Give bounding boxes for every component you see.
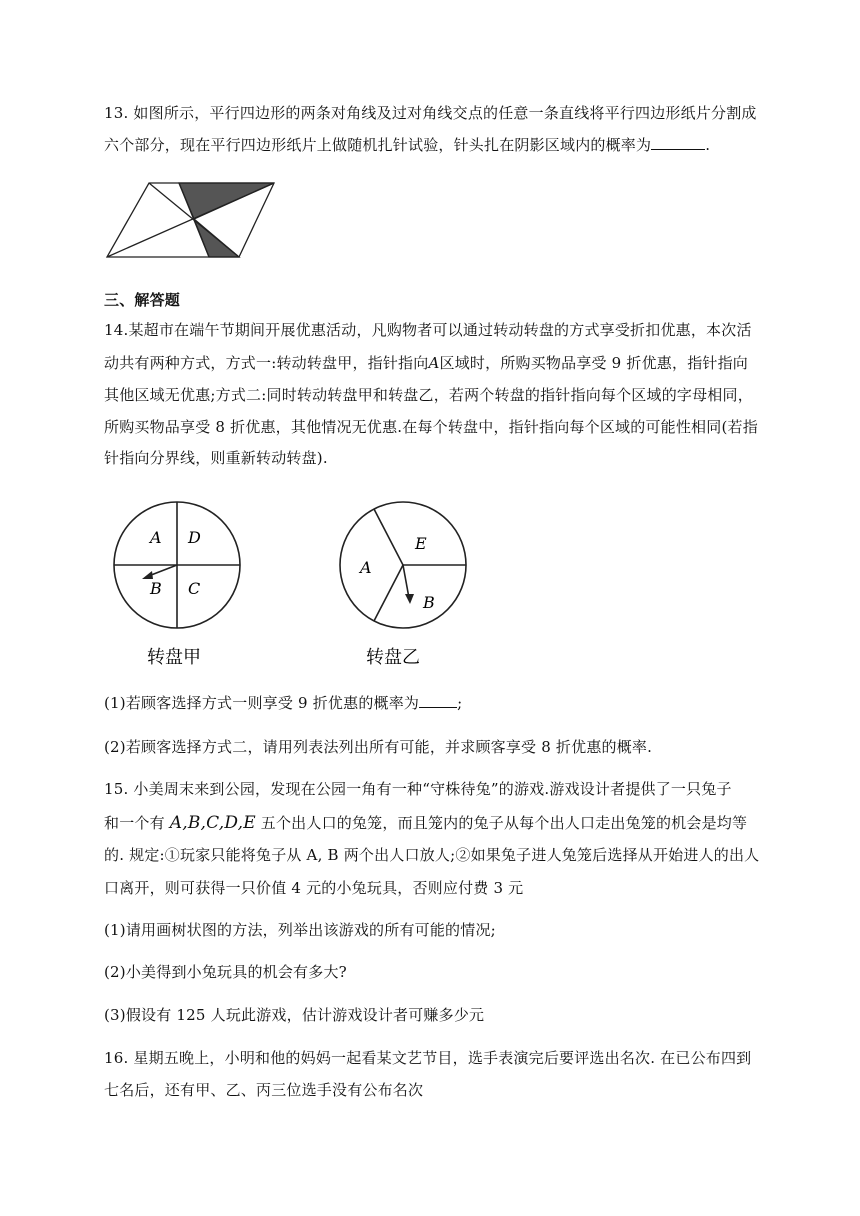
wheel-jia-label-b: B: [150, 579, 162, 598]
q15-line1: 15. 小美周末来到公园，发现在公园一角有一种“守株待兔”的游戏.游戏设计者提供了一只兔子: [104, 780, 732, 798]
q14-sub1-text: (1)若顾客选择方式一则享受 9 折优惠的概率为: [104, 694, 420, 712]
wheel-jia-label-a: A: [150, 528, 162, 547]
wheel-jia-label-c: C: [188, 579, 201, 598]
q14-line2-b: 区域时，所购买物品享受 9 折优惠，指针指向: [439, 354, 748, 372]
q14-line1: 14.某超市在端午节期间开展优惠活动，凡购物者可以通过转动转盘的方式享受折扣优惠，本次活: [104, 321, 752, 339]
wheel-yi: [336, 498, 486, 673]
section-heading: 三、解答题: [104, 291, 181, 309]
q13-answer-blank: [651, 135, 705, 150]
q14-line2: [104, 353, 748, 373]
q15-line2-pre: 和一个有: [104, 814, 165, 832]
q14-sub1-blank: [419, 693, 457, 708]
q15-sub2: (2)小美得到小兔玩具的机会有多大?: [104, 963, 347, 981]
parallelogram-figure: [104, 180, 276, 262]
q13-line2: [104, 135, 710, 155]
q14-sub1: [104, 693, 462, 713]
q14-line3: 其他区域无优惠;方式二:同时转动转盘甲和转盘乙，若两个转盘的指针指向每个区域的字母相同，: [104, 386, 753, 404]
q15-line2: [104, 813, 747, 833]
q13-line2-end: .: [705, 136, 711, 154]
q15-line2-vars: A,B,C,D,E: [169, 813, 256, 833]
q14-sub2: (2)若顾客选择方式二，请用列表法列出所有可能，并求顾客享受 8 折优惠的概率.: [104, 738, 653, 756]
wheel-yi-label-e: E: [415, 534, 427, 553]
wheel-yi-caption: 转盘乙: [366, 647, 420, 668]
wheel-yi-label-a: A: [360, 558, 372, 577]
q14-line2-a: 动共有两种方式，方式一:转动转盘甲，指针指向: [104, 354, 429, 372]
wheel-jia: [108, 498, 258, 673]
q15-line4: 口离开，则可获得一只价值 4 元的小兔玩具，否则应付费 3 元: [104, 879, 524, 897]
wheel-yi-pointer-head: [405, 594, 414, 604]
q13-line1: 13. 如图所示，平行四边形的两条对角线及过对角线交点的任意一条直线将平行四边形纸片分割成: [104, 104, 757, 122]
wheel-yi-divider-3: [374, 565, 403, 621]
wheel-yi-pointer: [403, 565, 409, 598]
q13-line2-text: 六个部分，现在平行四边形纸片上做随机扎针试验，针头扎在阴影区域内的概率为: [104, 136, 652, 154]
q14-line4: 所购买物品享受 8 折优惠，其他情况无优惠.在每个转盘中，指针指向每个区域的可能性相同(若指: [104, 418, 758, 436]
wheel-yi-divider-1: [374, 509, 403, 565]
wheel-jia-label-d: D: [188, 528, 201, 547]
q15-line3: 的. 规定:①玩家只能将兔子从 A, B 两个出人口放人;②如果兔子进人兔笼后选择从开始进人的出人: [104, 846, 760, 864]
q16-line1: 16. 星期五晚上，小明和他的妈妈一起看某文艺节目，选手表演完后要评选出名次. 在已公布四到: [104, 1049, 752, 1067]
q16-line2: 七名后，还有甲、乙、丙三位选手没有公布名次: [104, 1081, 424, 1099]
wheel-jia-caption: 转盘甲: [147, 647, 201, 668]
q14-sub1-end: ;: [457, 694, 463, 712]
q14-line2-var: A: [428, 354, 440, 372]
q15-sub3: (3)假设有 125 人玩此游戏，估计游戏设计者可赚多少元: [104, 1006, 485, 1024]
q14-line5: 针指向分界线，则重新转动转盘).: [104, 449, 328, 467]
q15-sub1: (1)请用画树状图的方法，列举出该游戏的所有可能的情况;: [104, 921, 496, 939]
q15-line2-post: 五个出人口的兔笼，而且笼内的兔子从每个出人口走出兔笼的机会是均等: [260, 814, 748, 832]
wheel-jia-pointer-head: [142, 571, 153, 579]
wheel-yi-label-b: B: [423, 593, 435, 612]
